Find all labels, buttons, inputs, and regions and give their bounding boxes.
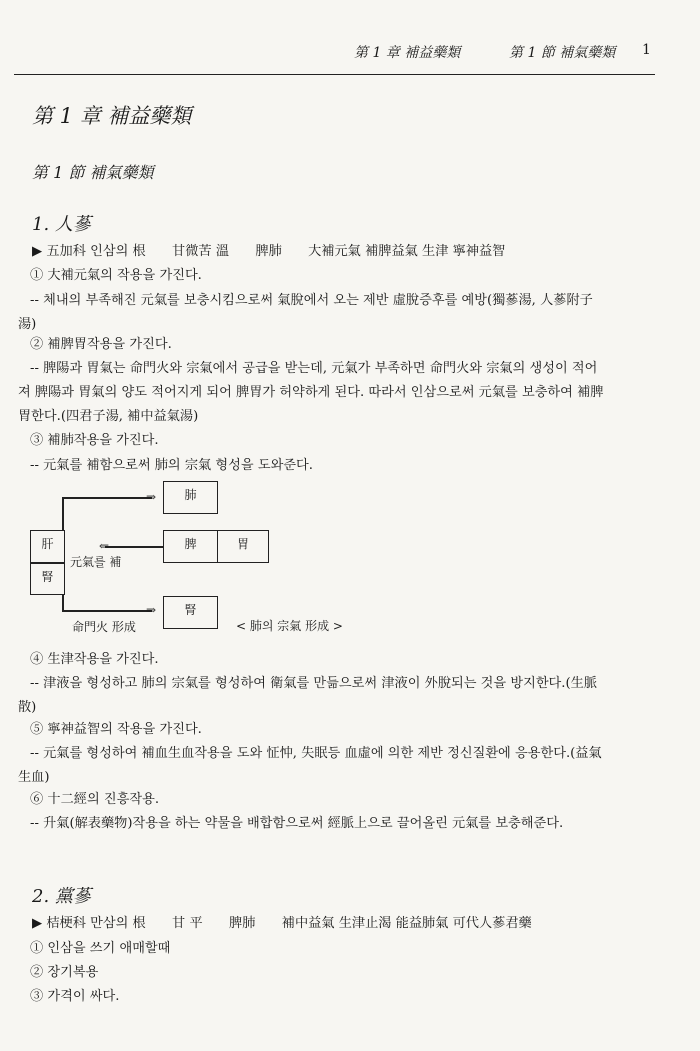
arrow-right-icon: ⇒ [146,490,157,504]
dangshen-line: ② 장기복용 [30,965,99,980]
ginseng-line: -- 元氣를 형성하여 補血生血작용을 도와 怔忡, 失眠등 血虛에 의한 제반 정신질환에 응용한다.(益氣 [30,746,602,761]
ginseng-line: -- 脾陽과 胃氣는 命門火와 宗氣에서 공급을 받는데, 元氣가 부족하면 命門火와 宗氣의 생성이 적어 [30,361,598,376]
dangshen-meta: ▶ 桔梗科 만삼의 根 甘 平 脾肺 補中益氣 生津止渴 能益肺氣 可代人蔘君藥 [32,916,532,931]
ginseng-line: 져 脾陽과 胃氣의 양도 적어지게 되어 脾胃가 허약하게 된다. 따라서 인삼으로써 元氣를 보충하여 補脾 [18,385,604,400]
ginseng-line: ③ 補肺작용을 가진다. [30,433,159,448]
chapter-title: 第 1 章 補益藥類 [32,104,192,128]
ginseng-line: ① 大補元氣의 작용을 가진다. [30,268,202,283]
ginseng-line: 散) [18,700,37,715]
label-mingmen: 命門火 形成 [72,620,136,634]
header-chapter: 第 1 章 補益藥類 [354,45,461,61]
ginseng-line: -- 升氣(解表藥物)작용을 하는 약물을 배합함으로써 經脈上으로 끌어올린 元氣를 보충해준다. [30,816,564,831]
ginseng-line: -- 체내의 부족해진 元氣를 보충시킴으로써 氣脫에서 오는 제반 虛脫증후를 예방(獨蔘湯, 人蔘附子 [30,293,593,308]
ginseng-meta: ▶ 五加科 인삼의 根 甘微苦 溫 脾肺 大補元氣 補脾益氣 生津 寧神益智 [32,244,506,259]
connector-line [105,546,163,548]
box-stomach: 胃 [217,530,269,563]
label-yuanqi: 元氣를 補 [70,555,122,569]
dangshen-line: ① 인삼을 쓰기 애매할때 [30,941,171,956]
arrow-left-icon: ⇐ [99,539,110,553]
dangshen-heading: 2. 黨蔘 [32,886,91,907]
connector-line [62,497,64,530]
page-number: 1 [642,42,651,58]
ginseng-line: ② 補脾胃작용을 가진다. [30,337,172,352]
box-kidney-left: 腎 [30,563,65,595]
connector-line [62,595,64,611]
connector-line [62,497,152,499]
box-spleen: 脾 [163,530,218,563]
dangshen-line: ③ 가격이 싸다. [30,989,120,1004]
box-kidney-right: 腎 [163,596,218,629]
ginseng-line: -- 津液을 형성하고 肺의 宗氣를 형성하여 衛氣를 만듦으로써 津液이 外脫되는 것을 방지한다.(生脈 [30,676,598,691]
ginseng-line: ④ 生津작용을 가진다. [30,652,159,667]
ginseng-line: 胃한다.(四君子湯, 補中益氣湯) [18,409,199,424]
ginseng-line: 湯) [18,317,37,332]
diagram-caption: < 肺의 宗氣 形成 > [236,619,343,633]
ginseng-line: ⑥ 十二經의 진흥작용. [30,792,160,807]
box-liver: 肝 [30,530,65,563]
ginseng-line: 生血) [18,770,50,785]
arrow-right-icon: ⇒ [146,603,157,617]
box-lung: 肺 [163,481,218,514]
section-title: 第 1 節 補氣藥類 [32,163,154,182]
page-header [14,38,655,75]
ginseng-line: -- 元氣를 補함으로써 肺의 宗氣 형성을 도와준다. [30,458,313,473]
ginseng-heading: 1. 人蔘 [32,214,91,235]
connector-line [62,610,152,612]
ginseng-line: ⑤ 寧神益智의 작용을 가진다. [30,722,202,737]
header-section: 第 1 節 補氣藥類 [509,45,616,61]
